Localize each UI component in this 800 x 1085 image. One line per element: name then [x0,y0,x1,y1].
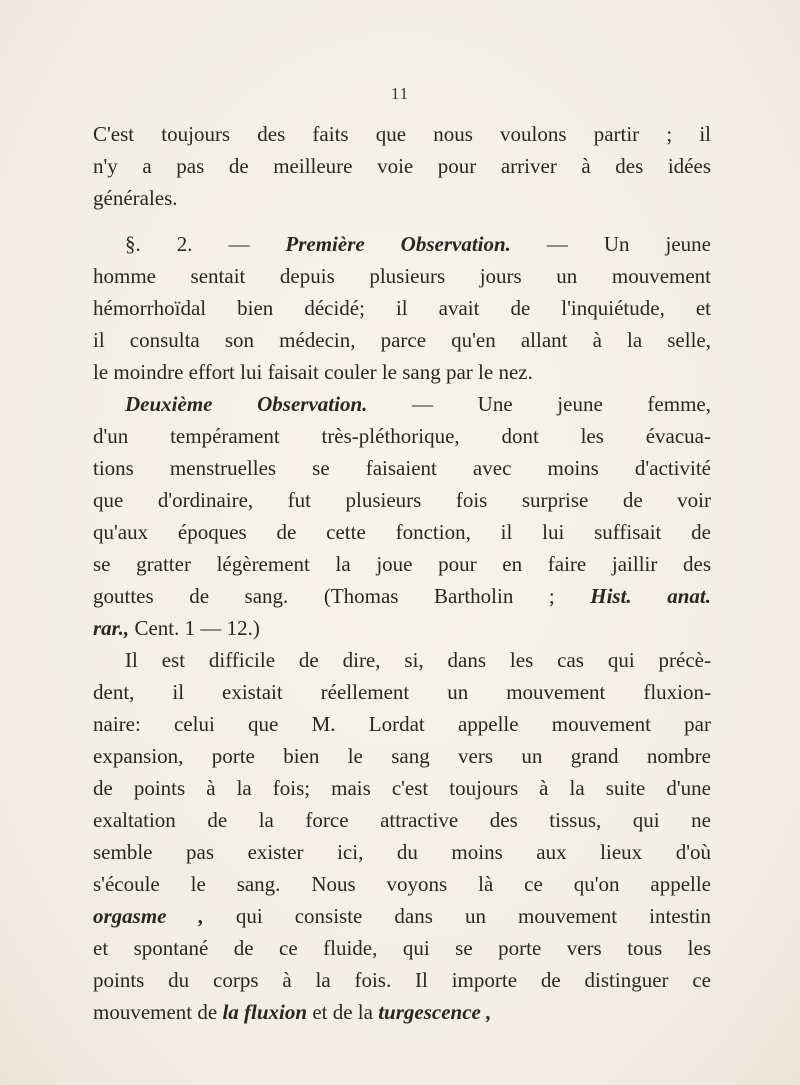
text-run: gouttes de sang. (Thomas Bartholin ; [93,584,591,608]
text-run: points du corps à la fois. Il importe de distinguer ce [93,968,711,992]
text-run: que d'ordinaire, fut plusieurs fois surprise de voir [93,488,711,512]
emphasis-text: Première Observation. [285,232,511,256]
text-run: Cent. 1 — 12.) [129,616,260,640]
text-line [93,868,711,900]
text-run: homme sentait depuis plusieurs jours un mouvement [93,264,711,288]
text-line [93,324,711,356]
text-run: dent, il existait réellement un mouvement fluxion- [93,680,711,704]
text-line [93,772,711,804]
text-run: tions menstruelles se faisaient avec moins d'activité [93,456,711,480]
text-run: naire: celui que M. Lordat appelle mouvement par [93,712,711,736]
text-line [93,708,711,740]
text-run: hémorrhoïdal bien décidé; il avait de l'inquiétude, et [93,296,711,320]
text-run: se gratter légèrement la joue pour en faire jaillir des [93,552,711,576]
text-run: C'est toujours des faits que nous voulons partir ; il [93,122,711,146]
text-run: et de la [307,1000,379,1024]
page-number: 11 [390,84,410,103]
emphasis-text: Deuxième Observation. [125,392,368,416]
text-run: Il est difficile de dire, si, dans les cas qui précè- [125,648,711,672]
text-line [93,900,711,932]
paragraph [93,118,711,214]
text-line [93,452,711,484]
text-line [93,516,711,548]
text-run: de points à la fois; mais c'est toujours à la suite d'une [93,776,711,800]
text-line [93,292,711,324]
text-run: §. 2. — [125,232,286,256]
text-line [93,644,711,676]
text-line [93,150,711,182]
text-line [93,356,711,388]
text-line [93,484,711,516]
text-run: semble pas exister ici, du moins aux lieux d'où [93,840,711,864]
text-run: expansion, porte bien le sang vers un grand nombre [93,744,711,768]
text-run: n'y a pas de meilleure voie pour arriver à des idées [93,154,711,178]
text-line [93,420,711,452]
text-run: d'un tempérament très-pléthorique, dont les évacua- [93,424,711,448]
text-line [93,676,711,708]
emphasis-text: la fluxion [222,1000,308,1024]
text-run: qui consiste dans un mouvement intestin [203,904,711,928]
paragraph [93,228,711,388]
paragraph [93,644,711,1028]
text-line [93,182,711,214]
text-line [93,804,711,836]
emphasis-text: orgasme , [93,904,204,928]
emphasis-text: Hist. anat. [590,584,711,608]
text-line [93,548,711,580]
text-line [93,612,711,644]
text-line [93,580,711,612]
text-run: et spontané de ce fluide, qui se porte vers tous les [93,936,711,960]
text-line [93,932,711,964]
text-line [93,260,711,292]
text-line [93,996,711,1028]
text-run: qu'aux époques de cette fonction, il lui suffisait de [93,520,711,544]
emphasis-text: rar., [93,616,130,640]
text-run: exaltation de la force attractive des tissus, qui ne [93,808,711,832]
text-line [93,118,711,150]
text-line [93,836,711,868]
text-line [93,228,711,260]
body-text [93,118,711,1028]
emphasis-text: turgescence , [378,1000,492,1024]
text-line [93,964,711,996]
text-line [93,388,711,420]
text-run: le moindre effort lui faisait couler le sang par le nez. [93,360,533,384]
text-run: générales. [93,186,178,210]
text-run: il consulta son médecin, parce qu'en allant à la selle, [93,328,711,352]
paragraph [93,388,711,644]
paragraph-gap [93,214,711,228]
text-run: — Une jeune femme, [367,392,711,416]
text-line [93,740,711,772]
text-run: s'écoule le sang. Nous voyons là ce qu'on appelle [93,872,711,896]
text-run: mouvement de [93,1000,223,1024]
text-run: — Un jeune [510,232,711,256]
